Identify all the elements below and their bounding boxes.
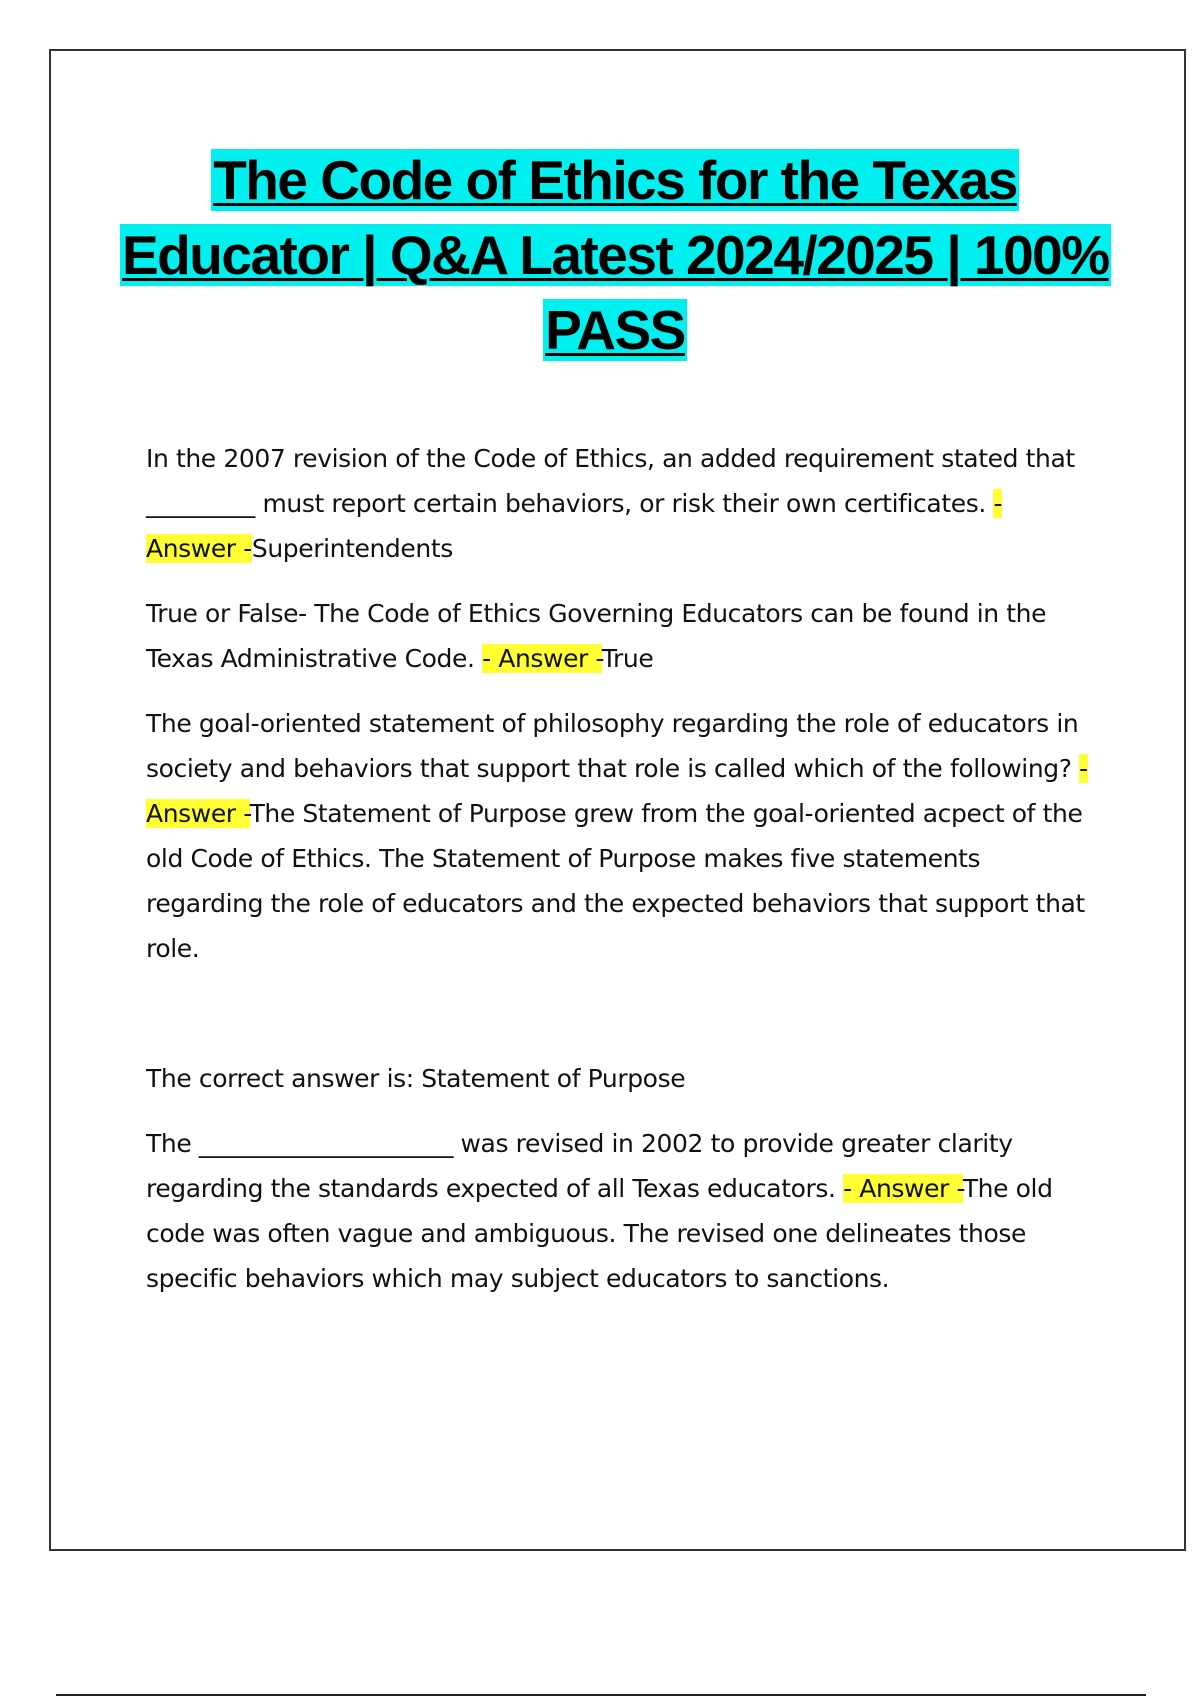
answer-marker: - Answer - xyxy=(482,644,602,673)
answer-text: Superintendents xyxy=(251,534,453,563)
answer-marker: - Answer - xyxy=(843,1174,963,1203)
bottom-divider xyxy=(56,1694,1146,1696)
qa-content xyxy=(146,436,1096,1321)
qa-item xyxy=(146,591,1096,681)
question-text: In the 2007 revision of the Code of Ethics, an added requirement stated that _________ must report certain behaviors, or risk their own certificates. xyxy=(146,444,1075,518)
title-highlight: The Code of Ethics for the Texas Educator | Q&A Latest 2024/2025 | 100% PASS xyxy=(122,149,1109,361)
answer-marker: - Answer - xyxy=(146,489,1003,563)
question-text: The _____________________ was revised in 2002 to provide greater clarity regarding the standards expected of all Texas educators. xyxy=(146,1129,1013,1203)
qa-item xyxy=(146,1121,1096,1301)
answer-text: The old code was often vague and ambiguous. The revised one delineates those specific behaviors which may subject educators to sanctions. xyxy=(146,1174,1053,1293)
document-title xyxy=(120,143,1110,368)
qa-item xyxy=(146,436,1096,571)
question-text: True or False- The Code of Ethics Governing Educators can be found in the Texas Administrative Code. xyxy=(146,599,1047,673)
answer-text: True xyxy=(601,644,654,673)
correct-answer-note: The correct answer is: Statement of Purpose xyxy=(146,1064,686,1093)
qa-item xyxy=(146,701,1096,971)
answer-text: The Statement of Purpose grew from the goal-oriented acpect of the old Code of Ethics. The Statement of Purpose makes five statements regarding the role of educators and the expected behaviors that support that role. xyxy=(146,799,1085,963)
question-text: The goal-oriented statement of philosophy regarding the role of educators in society and behaviors that support that role is called which of the following? xyxy=(146,709,1079,783)
answer-marker: - Answer - xyxy=(146,754,1088,828)
